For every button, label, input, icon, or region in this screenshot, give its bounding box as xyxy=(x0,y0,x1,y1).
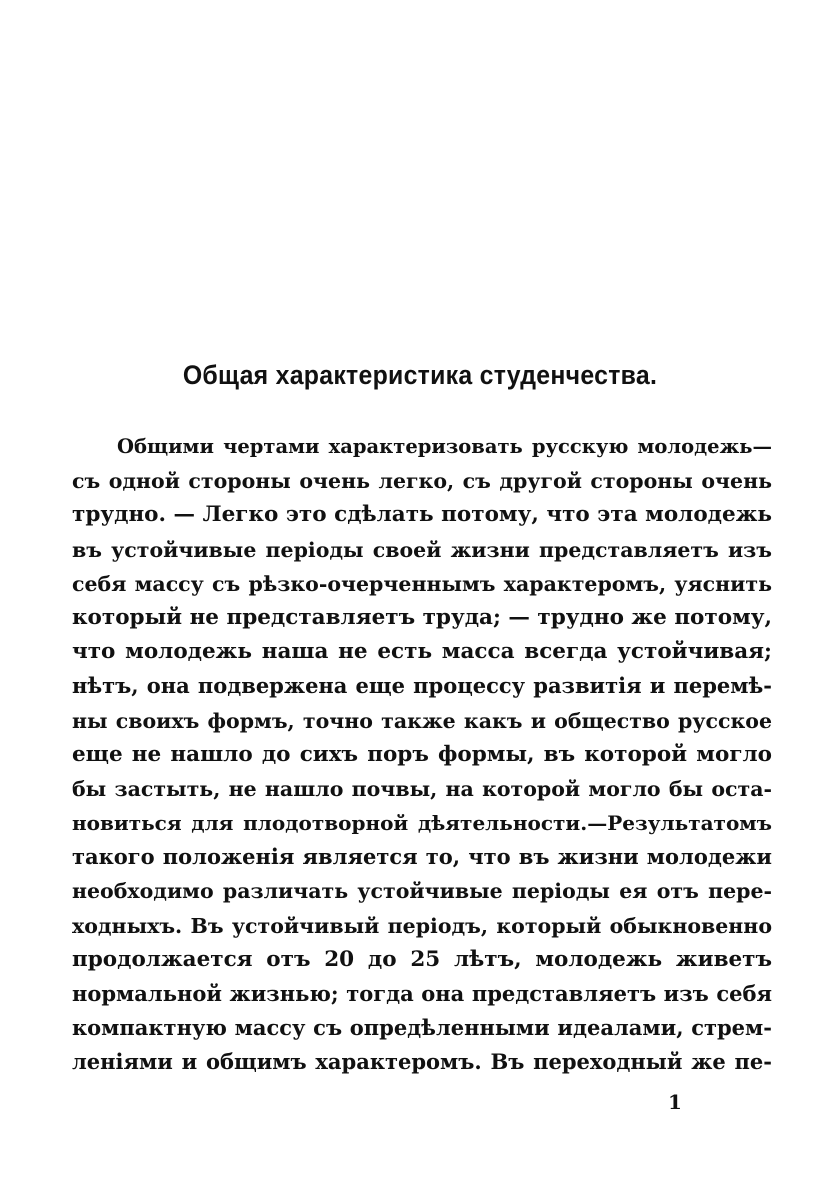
text-line-14: необходимо различать устойчивые періоды ея отъ пере- xyxy=(72,879,772,904)
text-line-2: съ одной стороны очень легко, съ другой стороны очень xyxy=(72,469,772,494)
page-number: 1 xyxy=(668,1090,682,1114)
text-line-8: нѣтъ, она подвержена еще процессу развитія и перемѣ- xyxy=(72,673,772,699)
body-text xyxy=(72,430,772,1080)
text-line-1: Общими чертами характеризовать русскую молодежь— xyxy=(117,435,772,458)
text-line-11: бы застыть, не нашло почвы, на которой могло бы оста- xyxy=(72,776,772,801)
text-line-6: который не представляетъ труда; — трудно же потому, xyxy=(72,604,772,630)
text-line-5: себя массу съ рѣзко-очерченнымъ характеромъ, уяснить xyxy=(72,571,772,596)
text-line-13: такого положенія является то, что въ жизни молодежи xyxy=(72,844,772,870)
text-line-15: ходныхъ. Въ устойчивый періодъ, который обыкновенно xyxy=(72,913,772,938)
text-line-10: еще не нашло до сихъ поръ формы, въ которой могло xyxy=(72,741,772,767)
chapter-title: Общая характеристика студенчества. xyxy=(182,360,658,390)
text-line-16: продолжается отъ 20 до 25 лѣтъ, молодежь живетъ xyxy=(72,946,772,972)
text-line-9: ны своихъ формъ, точно также какъ и общество русское xyxy=(72,708,772,733)
text-line-12: новиться для плодотворной дѣятельности.—Результатомъ xyxy=(72,811,772,836)
text-line-4: въ устойчивые періоды своей жизни представляетъ изъ xyxy=(72,537,772,562)
text-line-19: леніями и общимъ характеромъ. Въ переходный же пе- xyxy=(72,1049,772,1075)
text-line-18: компактную массу съ опредѣленными идеалами, стрем- xyxy=(72,1015,772,1041)
text-line-7: что молодежь наша не есть масса всегда устойчивая; xyxy=(72,639,772,665)
text-line-17: нормальной жизнью; тогда она представляетъ изъ себя xyxy=(72,981,772,1006)
text-line-3: трудно. — Легко это сдѣлать потому, что эта молодежь xyxy=(72,502,772,528)
